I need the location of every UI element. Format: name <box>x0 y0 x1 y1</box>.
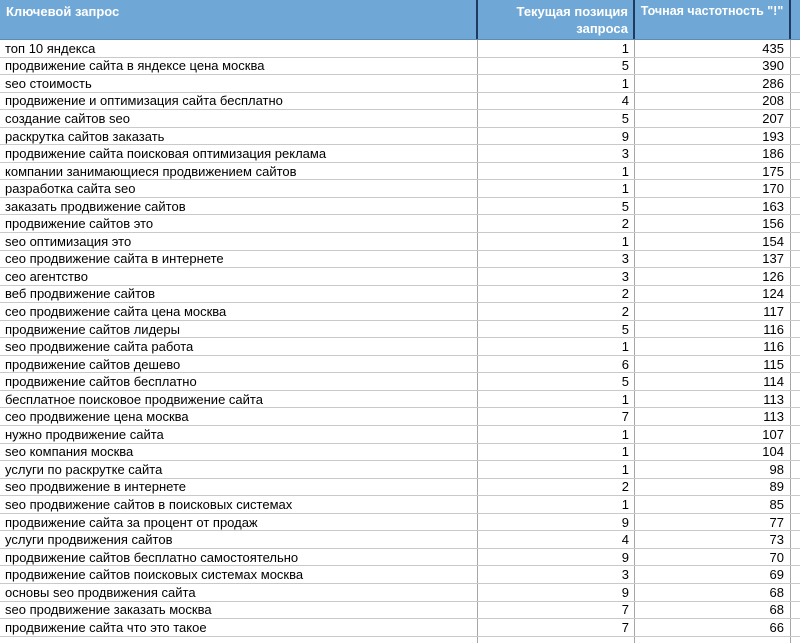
column-header-current-position[interactable]: Текущая позиция запроса <box>478 0 635 39</box>
frequency-cell[interactable]: 390 <box>635 58 791 75</box>
table-row[interactable] <box>0 268 800 286</box>
table-row[interactable] <box>0 549 800 567</box>
keyword-cell <box>0 637 478 643</box>
keyword-cell[interactable]: бесплатное поисковое продвижение сайта <box>0 391 478 408</box>
keyword-cell[interactable]: seo продвижение сайтов в поисковых системах <box>0 496 478 513</box>
position-cell[interactable]: 9 <box>478 514 635 531</box>
partial-next-cell <box>791 444 800 461</box>
position-cell <box>478 637 635 643</box>
keyword-cell[interactable]: seo стоимость <box>0 75 478 92</box>
table-row[interactable] <box>0 145 800 163</box>
frequency-cell[interactable]: 207 <box>635 110 791 127</box>
table-row[interactable] <box>0 408 800 426</box>
keyword-cell[interactable]: сео продвижение сайта в интернете <box>0 251 478 268</box>
partial-next-cell <box>791 303 800 320</box>
position-cell[interactable]: 1 <box>478 444 635 461</box>
table-row[interactable] <box>0 163 800 181</box>
position-cell[interactable]: 2 <box>478 286 635 303</box>
partial-next-cell <box>791 233 800 250</box>
partial-next-cell <box>791 40 800 57</box>
partial-next-cell <box>791 408 800 425</box>
position-cell[interactable]: 5 <box>478 321 635 338</box>
partial-next-cell <box>791 479 800 496</box>
partial-next-cell <box>791 321 800 338</box>
keyword-cell[interactable]: нужно продвижение сайта <box>0 426 478 443</box>
keyword-cell[interactable]: продвижение сайтов это <box>0 215 478 232</box>
position-cell[interactable]: 1 <box>478 233 635 250</box>
frequency-cell[interactable]: 156 <box>635 215 791 232</box>
keyword-cell[interactable]: продвижение сайтов лидеры <box>0 321 478 338</box>
table-row[interactable] <box>0 180 800 198</box>
keyword-cell[interactable]: сео продвижение цена москва <box>0 408 478 425</box>
frequency-cell[interactable]: 116 <box>635 338 791 355</box>
position-cell[interactable]: 4 <box>478 531 635 548</box>
frequency-cell[interactable]: 113 <box>635 391 791 408</box>
table-row[interactable] <box>0 286 800 304</box>
position-cell[interactable]: 3 <box>478 251 635 268</box>
partial-next-cell <box>791 549 800 566</box>
partial-next-cell <box>791 584 800 601</box>
frequency-cell[interactable]: 77 <box>635 514 791 531</box>
position-cell[interactable]: 1 <box>478 496 635 513</box>
table-row[interactable] <box>0 461 800 479</box>
table-row[interactable] <box>0 198 800 216</box>
frequency-cell[interactable]: 68 <box>635 584 791 601</box>
table-row[interactable] <box>0 566 800 584</box>
position-cell[interactable]: 1 <box>478 391 635 408</box>
partial-next-cell <box>791 461 800 478</box>
frequency-cell[interactable]: 70 <box>635 549 791 566</box>
frequency-cell <box>635 637 791 643</box>
keyword-cell[interactable]: продвижение и оптимизация сайта бесплатно <box>0 93 478 110</box>
keyword-cell[interactable]: заказать продвижение сайтов <box>0 198 478 215</box>
frequency-cell[interactable]: 73 <box>635 531 791 548</box>
column-header-partial-next <box>791 0 800 39</box>
position-cell[interactable]: 1 <box>478 40 635 57</box>
table-row[interactable] <box>0 391 800 409</box>
position-cell[interactable]: 2 <box>478 303 635 320</box>
frequency-cell[interactable]: 163 <box>635 198 791 215</box>
table-row[interactable] <box>0 338 800 356</box>
partial-next-cell <box>791 110 800 127</box>
partial-next-cell <box>791 619 800 636</box>
frequency-cell[interactable]: 126 <box>635 268 791 285</box>
table-row[interactable] <box>0 251 800 269</box>
frequency-cell[interactable]: 113 <box>635 408 791 425</box>
keyword-cell[interactable]: продвижение сайтов бесплатно <box>0 373 478 390</box>
frequency-cell[interactable]: 435 <box>635 40 791 57</box>
table-row[interactable] <box>0 584 800 602</box>
keyword-cell[interactable]: создание сайтов seo <box>0 110 478 127</box>
position-cell[interactable]: 2 <box>478 215 635 232</box>
keyword-cell[interactable]: сео агентство <box>0 268 478 285</box>
table-row[interactable] <box>0 93 800 111</box>
position-cell[interactable]: 7 <box>478 619 635 636</box>
position-cell[interactable]: 1 <box>478 426 635 443</box>
partial-next-cell <box>791 602 800 619</box>
partial-next-cell <box>791 338 800 355</box>
frequency-cell[interactable]: 175 <box>635 163 791 180</box>
keyword-cell[interactable]: топ 10 яндекса <box>0 40 478 57</box>
column-header-exact-frequency[interactable]: Точная частотность "!" <box>635 0 791 39</box>
partial-next-cell <box>791 496 800 513</box>
frequency-cell[interactable]: 116 <box>635 321 791 338</box>
position-cell[interactable]: 5 <box>478 373 635 390</box>
position-cell[interactable]: 1 <box>478 338 635 355</box>
partial-next-cell <box>791 180 800 197</box>
table-row[interactable] <box>0 303 800 321</box>
partial-next-cell <box>791 286 800 303</box>
frequency-cell[interactable]: 69 <box>635 566 791 583</box>
position-cell[interactable]: 3 <box>478 566 635 583</box>
table-row[interactable] <box>0 619 800 637</box>
table-row[interactable] <box>0 233 800 251</box>
table-row[interactable] <box>0 110 800 128</box>
frequency-cell[interactable]: 115 <box>635 356 791 373</box>
partial-next-cell <box>791 514 800 531</box>
table-row[interactable] <box>0 531 800 549</box>
table-row[interactable] <box>0 321 800 339</box>
frequency-cell[interactable]: 193 <box>635 128 791 145</box>
frequency-cell[interactable]: 208 <box>635 93 791 110</box>
keyword-cell[interactable]: веб продвижение сайтов <box>0 286 478 303</box>
position-cell[interactable]: 1 <box>478 75 635 92</box>
position-cell[interactable]: 5 <box>478 58 635 75</box>
table-row[interactable] <box>0 514 800 532</box>
partial-next-cell <box>791 391 800 408</box>
position-cell[interactable]: 4 <box>478 93 635 110</box>
table-row[interactable] <box>0 373 800 391</box>
frequency-cell[interactable]: 89 <box>635 479 791 496</box>
keyword-cell[interactable]: продвижение сайта за процент от продаж <box>0 514 478 531</box>
position-cell[interactable]: 7 <box>478 602 635 619</box>
keyword-cell[interactable]: услуги по раскрутке сайта <box>0 461 478 478</box>
partial-next-cell <box>791 356 800 373</box>
position-cell[interactable]: 1 <box>478 461 635 478</box>
partial-next-cell <box>791 373 800 390</box>
partial-next-cell <box>791 58 800 75</box>
partial-next-cell <box>791 251 800 268</box>
keyword-cell[interactable]: продвижение сайтов бесплатно самостоятельно <box>0 549 478 566</box>
position-cell[interactable]: 5 <box>478 110 635 127</box>
position-cell[interactable]: 1 <box>478 163 635 180</box>
keyword-cell[interactable]: продвижение сайта в яндексе цена москва <box>0 58 478 75</box>
table-row[interactable] <box>0 128 800 146</box>
keyword-cell[interactable]: услуги продвижения сайтов <box>0 531 478 548</box>
partial-next-cell <box>791 128 800 145</box>
position-cell[interactable]: 6 <box>478 356 635 373</box>
keyword-cell[interactable]: seo продвижение в интернете <box>0 479 478 496</box>
keyword-cell[interactable]: продвижение сайта что это такое <box>0 619 478 636</box>
keyword-cell[interactable]: seo компания москва <box>0 444 478 461</box>
frequency-cell[interactable]: 107 <box>635 426 791 443</box>
partial-next-cell <box>791 268 800 285</box>
frequency-cell[interactable]: 186 <box>635 145 791 162</box>
frequency-cell[interactable]: 98 <box>635 461 791 478</box>
table-row[interactable] <box>0 426 800 444</box>
frequency-cell[interactable]: 104 <box>635 444 791 461</box>
table-row-partial-cutoff <box>0 637 800 643</box>
partial-next-cell <box>791 75 800 92</box>
partial-next-cell <box>791 145 800 162</box>
position-cell[interactable]: 3 <box>478 145 635 162</box>
keyword-cell[interactable]: продвижение сайтов дешево <box>0 356 478 373</box>
partial-next-cell <box>791 637 800 643</box>
position-cell[interactable]: 9 <box>478 584 635 601</box>
position-cell[interactable]: 7 <box>478 408 635 425</box>
frequency-cell[interactable]: 154 <box>635 233 791 250</box>
keyword-cell[interactable]: разработка сайта seo <box>0 180 478 197</box>
frequency-cell[interactable]: 68 <box>635 602 791 619</box>
table-row[interactable] <box>0 75 800 93</box>
position-cell[interactable]: 3 <box>478 268 635 285</box>
table-header-row <box>0 0 800 40</box>
keyword-cell[interactable]: seo продвижение заказать москва <box>0 602 478 619</box>
table-row[interactable] <box>0 58 800 76</box>
partial-next-cell <box>791 198 800 215</box>
partial-next-cell <box>791 566 800 583</box>
table-row[interactable] <box>0 479 800 497</box>
partial-next-cell <box>791 93 800 110</box>
partial-next-cell <box>791 531 800 548</box>
keyword-cell[interactable]: основы seo продвижения сайта <box>0 584 478 601</box>
position-cell[interactable]: 9 <box>478 128 635 145</box>
frequency-cell[interactable]: 66 <box>635 619 791 636</box>
keyword-cell[interactable]: сео продвижение сайта цена москва <box>0 303 478 320</box>
table-row[interactable] <box>0 356 800 374</box>
table-row[interactable] <box>0 496 800 514</box>
table-row[interactable] <box>0 444 800 462</box>
frequency-cell[interactable]: 124 <box>635 286 791 303</box>
keyword-cell[interactable]: продвижение сайта поисковая оптимизация реклама <box>0 145 478 162</box>
frequency-cell[interactable]: 286 <box>635 75 791 92</box>
frequency-cell[interactable]: 117 <box>635 303 791 320</box>
position-cell[interactable]: 9 <box>478 549 635 566</box>
keyword-cell[interactable]: seo продвижение сайта работа <box>0 338 478 355</box>
table-body <box>0 40 800 637</box>
keyword-cell[interactable]: продвижение сайтов поисковых системах москва <box>0 566 478 583</box>
keyword-cell[interactable]: seo оптимизация это <box>0 233 478 250</box>
table-row[interactable] <box>0 602 800 620</box>
partial-next-cell <box>791 215 800 232</box>
position-cell[interactable]: 1 <box>478 180 635 197</box>
frequency-cell[interactable]: 85 <box>635 496 791 513</box>
frequency-cell[interactable]: 114 <box>635 373 791 390</box>
partial-next-cell <box>791 163 800 180</box>
position-cell[interactable]: 2 <box>478 479 635 496</box>
column-header-keyword[interactable]: Ключевой запрос <box>0 0 478 39</box>
frequency-cell[interactable]: 137 <box>635 251 791 268</box>
position-cell[interactable]: 5 <box>478 198 635 215</box>
table-row[interactable] <box>0 215 800 233</box>
partial-next-cell <box>791 426 800 443</box>
keyword-cell[interactable]: компании занимающиеся продвижением сайтов <box>0 163 478 180</box>
frequency-cell[interactable]: 170 <box>635 180 791 197</box>
keyword-cell[interactable]: раскрутка сайтов заказать <box>0 128 478 145</box>
table-row[interactable] <box>0 40 800 58</box>
